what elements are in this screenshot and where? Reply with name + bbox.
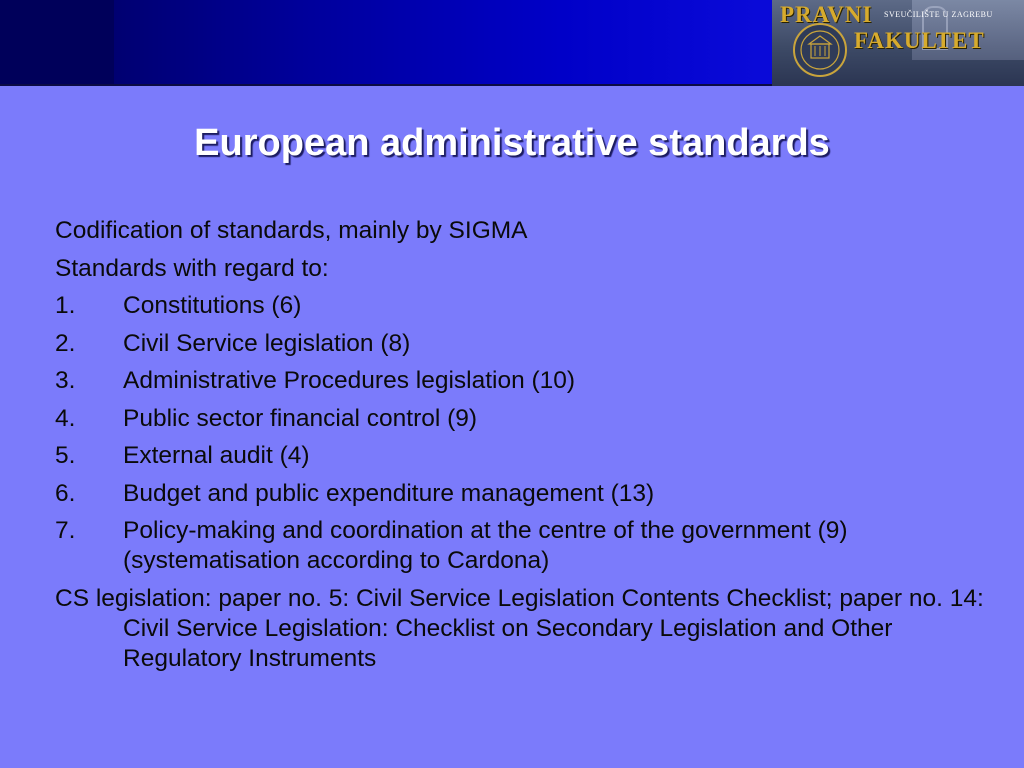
list-item-number: 7. xyxy=(55,517,76,544)
logo-fakultet: FAKULTET xyxy=(854,28,985,53)
list-item-text: Public sector financial control (9) xyxy=(123,404,478,432)
list-item xyxy=(55,404,985,434)
logo-pravni: PRAVNI xyxy=(780,2,873,27)
intro-line-1: Codification of standards, mainly by SIGMA xyxy=(55,217,528,244)
list-item-number: 3. xyxy=(55,367,76,394)
list-item xyxy=(55,291,985,321)
faculty-logo xyxy=(772,0,1024,86)
list-item-text: Budget and public expenditure management (13) xyxy=(123,479,655,507)
list-item-text: Administrative Procedures legislation (10) xyxy=(123,367,576,394)
list-item-text: Civil Service legislation (8) xyxy=(123,329,411,357)
list-item xyxy=(55,366,985,396)
list-item-number: 4. xyxy=(55,404,76,432)
list-item-number: 2. xyxy=(55,329,76,357)
list-item xyxy=(55,479,985,509)
list-item xyxy=(55,516,985,576)
list-item-number: 6. xyxy=(55,479,76,507)
slide-title: European administrative standards xyxy=(194,122,830,164)
list-item-text: External audit (4) xyxy=(123,442,310,469)
header-banner xyxy=(0,0,1024,86)
intro-line-2: Standards with regard to: xyxy=(55,254,329,282)
list-item xyxy=(55,441,985,471)
logo-university-name: SVEUČILIŠTE U ZAGREBU xyxy=(884,10,993,19)
closing-paragraph: CS legislation: paper no. 5: Civil Service Legislation Contents Checklist; paper no. 14: Civil Service Legislation: Checklist on Secondary Legislation and Other Regulatory Instruments xyxy=(55,584,984,672)
list-item-text: Constitutions (6) xyxy=(123,292,302,319)
slide-body xyxy=(55,216,985,681)
list-item xyxy=(55,329,985,359)
list-item-number: 1. xyxy=(55,292,76,319)
list-item-text: Policy-making and coordination at the centre of the government (9) (systematisation according to Cardona) xyxy=(123,517,848,574)
university-seal-icon xyxy=(792,22,848,78)
list-item-number: 5. xyxy=(55,442,76,469)
banner-dark-panel xyxy=(0,0,114,86)
